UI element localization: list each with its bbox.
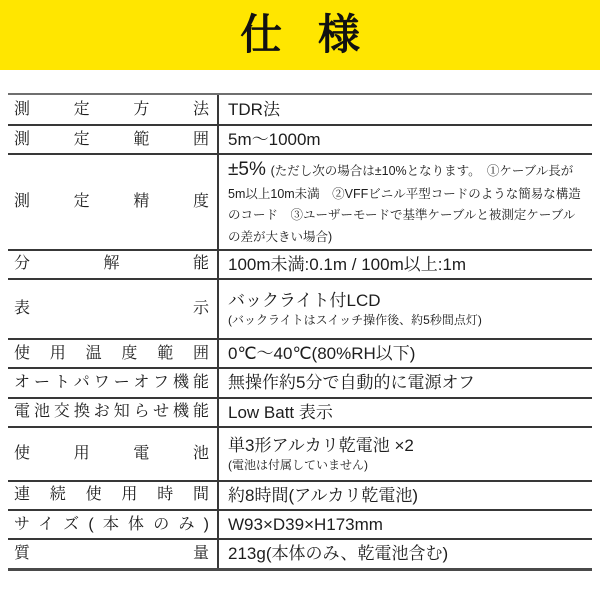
spec-value-note-inline: (ただし次の場合は±10%となります。 ①ケーブル長が5m以上10m未満 ②VFFビニル平型コードのような簡易な構造のコード ③ユーザーモードで基準ケーブルと被測定ケーブルの差が大きい場合) <box>228 164 581 244</box>
spec-value-line <box>228 485 586 506</box>
spec-value-line <box>228 514 586 535</box>
spec-value-main: Low Batt 表示 <box>228 402 333 422</box>
spec-label <box>8 95 217 124</box>
spec-value-main: TDR法 <box>228 99 280 119</box>
spec-label <box>8 399 217 426</box>
spec-value-line <box>228 290 586 311</box>
spec-label-text: 質量 <box>14 544 209 562</box>
spec-value <box>217 251 592 278</box>
spec-label-text: 測定範囲 <box>14 130 209 148</box>
spec-label <box>8 482 217 509</box>
spec-label <box>8 126 217 153</box>
spec-label <box>8 428 217 480</box>
header-banner <box>0 0 600 70</box>
spec-label-text: 使用電池 <box>14 444 209 462</box>
spec-label <box>8 369 217 396</box>
spec-row-9 <box>8 480 592 509</box>
spec-value <box>217 95 592 124</box>
spec-row-0 <box>8 95 592 124</box>
spec-value-main: 単3形アルカリ乾電池 ×2 <box>228 435 414 455</box>
spec-value-main: ±5% <box>228 159 266 181</box>
spec-value-main: 100m未満:0.1m / 100m以上:1m <box>228 254 467 274</box>
spec-label-text: サイズ(本体のみ) <box>14 515 209 533</box>
spec-row-8 <box>8 426 592 480</box>
spec-value-main: 5m〜1000m <box>228 130 321 149</box>
spec-value-main: 0℃〜40℃(80%RH以下) <box>228 344 416 363</box>
spec-row-11 <box>8 538 592 567</box>
spec-value <box>217 340 592 367</box>
spec-label <box>8 340 217 367</box>
spec-row-4 <box>8 278 592 338</box>
spec-value <box>217 482 592 509</box>
spec-value-main: 213g(本体のみ、乾電池含む) <box>228 544 449 564</box>
spec-label <box>8 155 217 249</box>
spec-value <box>217 155 592 249</box>
spec-value <box>217 428 592 480</box>
spec-value <box>217 369 592 396</box>
spec-table <box>8 93 592 571</box>
spec-value-main: W93×D39×H173mm <box>228 515 383 534</box>
spec-label-text: 測定精度 <box>14 193 209 210</box>
spec-row-10 <box>8 509 592 538</box>
spec-value-line <box>228 254 586 275</box>
spec-row-7 <box>8 397 592 426</box>
spec-value-line <box>228 99 586 120</box>
spec-row-5 <box>8 338 592 367</box>
spec-value-line <box>228 343 586 364</box>
spec-label <box>8 280 217 338</box>
spec-value-line <box>228 402 586 423</box>
spec-row-1 <box>8 124 592 153</box>
spec-label-text: 表示 <box>14 300 209 317</box>
spec-value <box>217 540 592 567</box>
spec-value-line <box>228 158 586 246</box>
spec-label-text: 使用温度範囲 <box>14 344 209 362</box>
page-title: 仕 様 <box>240 11 372 58</box>
spec-row-3 <box>8 249 592 278</box>
spec-value-line <box>228 129 586 150</box>
spec-label-text: 電池交換お知らせ機能 <box>14 403 209 421</box>
spec-value <box>217 511 592 538</box>
spec-row-6 <box>8 367 592 396</box>
spec-value <box>217 280 592 338</box>
spec-label <box>8 511 217 538</box>
spec-label <box>8 251 217 278</box>
spec-label-text: 測定方法 <box>14 100 209 118</box>
spec-value <box>217 399 592 426</box>
spec-row-2 <box>8 153 592 249</box>
spec-label-text: 連続使用時間 <box>14 486 209 504</box>
spec-value-line <box>228 372 586 393</box>
spec-label <box>8 540 217 567</box>
spec-value-main: 約8時間(アルカリ乾電池) <box>228 485 419 505</box>
spec-label-text: 分解能 <box>14 255 209 273</box>
spec-value-note: (バックライトはスイッチ操作後、約5秒間点灯) <box>228 313 482 328</box>
spec-value-note: (電池は付属していません) <box>228 457 368 472</box>
spec-value-line <box>228 543 586 564</box>
spec-value <box>217 126 592 153</box>
spec-value-main: 無操作約5分で自動的に電源オフ <box>228 373 475 393</box>
spec-value-main: バックライト付LCD <box>228 290 381 310</box>
spec-label-text: オートパワーオフ機能 <box>14 373 209 391</box>
spec-value-line <box>228 435 586 456</box>
